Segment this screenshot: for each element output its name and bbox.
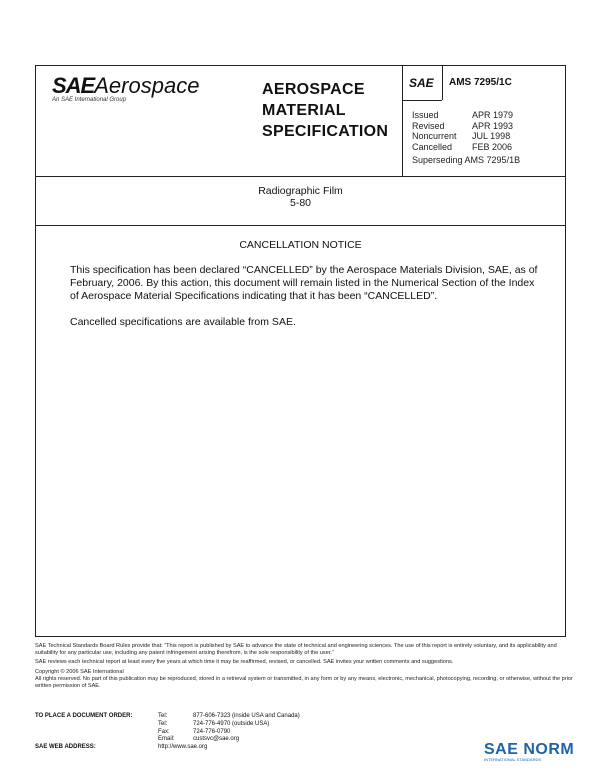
phone-outside-usa: 724-776-4970 (outside USA): [193, 720, 270, 727]
supersedes-note: Superseding AMS 7295/1B: [412, 155, 521, 165]
footer-copyright: Copyright © 2006 SAE International: [35, 668, 124, 675]
date-row-noncurrent: Noncurrent JUL 1998: [412, 131, 511, 141]
document-subject: Radiographic Film 5-80: [258, 185, 343, 209]
document-type-title: AEROSPACE MATERIAL SPECIFICATION: [262, 81, 389, 140]
header-vertical-divider: [402, 65, 403, 177]
sae-mini-logo: SAE: [409, 76, 434, 90]
header-divider: [35, 176, 566, 177]
ams-number: AMS 7295/1C: [449, 77, 512, 88]
email-address[interactable]: custsvc@sae.org: [193, 736, 240, 743]
notice-paragraph: This specification has been declared “CANCELLED” by the Aerospace Materials Division, SAE, as of February, 2006. By this action, this document will remain listed in the Numerical Section of the Index of Aerospace Material Specifications indicating that it has been “CANCELLED”.: [70, 264, 538, 302]
document-dates: [412, 110, 513, 152]
sae-aerospace-logo: SAEAerospace An SAE International Group: [52, 73, 200, 103]
cancellation-notice-title: CANCELLATION NOTICE: [239, 239, 362, 251]
fax-number: 724-776-0790: [193, 728, 231, 735]
subject-divider: [35, 225, 566, 226]
order-contact: TO PLACE A DOCUMENT ORDER: Tel: 877-606-7323 (inside USA and Canada) Tel: 724-776-4970 (outside USA) Fax: 724-776-0790 Email: custsvc@sae.org SAE WEB ADDRESS: http://www.sae.org: [35, 713, 300, 751]
notice-paragraph: Cancelled specifications are available from SAE.: [70, 316, 296, 328]
ams-box-bottom: [402, 100, 442, 101]
notice-body: [70, 264, 540, 342]
logo-subtitle: An SAE International Group: [52, 97, 127, 103]
phone-inside-usa: 877-606-7323 (inside USA and Canada): [193, 713, 300, 719]
sae-norm-watermark: SAE NORM INTERNATIONAL STANDARDS: [484, 741, 575, 762]
footer-legal: [35, 643, 575, 690]
date-row-cancelled: Cancelled FEB 2006: [412, 141, 513, 152]
ams-box-divider: [442, 65, 443, 100]
web-address-link[interactable]: http://www.sae.org: [158, 744, 208, 751]
date-row-revised: Revised APR 1993: [412, 120, 514, 131]
footer-rights: All rights reserved. No part of this publication may be reproduced, stored in a retrieval system or transmitted, in any form or by any means, electronic, mechanical, photocopying, recording, or otherwise, without the prior written permission of SAE.: [35, 675, 573, 690]
date-row-issued: Issued APR 1979: [412, 110, 514, 120]
footer-rules: SAE Technical Standards Board Rules provide that: “This report is published by SAE to advance the state of technical and engineering sciences. The use of this report is entirely voluntary, and its applicability and suitability for any particular use, including any patent infringement arising therefrom, is the sole responsibility of the user.”: [35, 643, 557, 657]
footer-review: SAE reviews each technical report at least every five years at which time it may be reaffirmed, revised, or cancelled. SAE invites your written comments and suggestions.: [35, 659, 454, 666]
